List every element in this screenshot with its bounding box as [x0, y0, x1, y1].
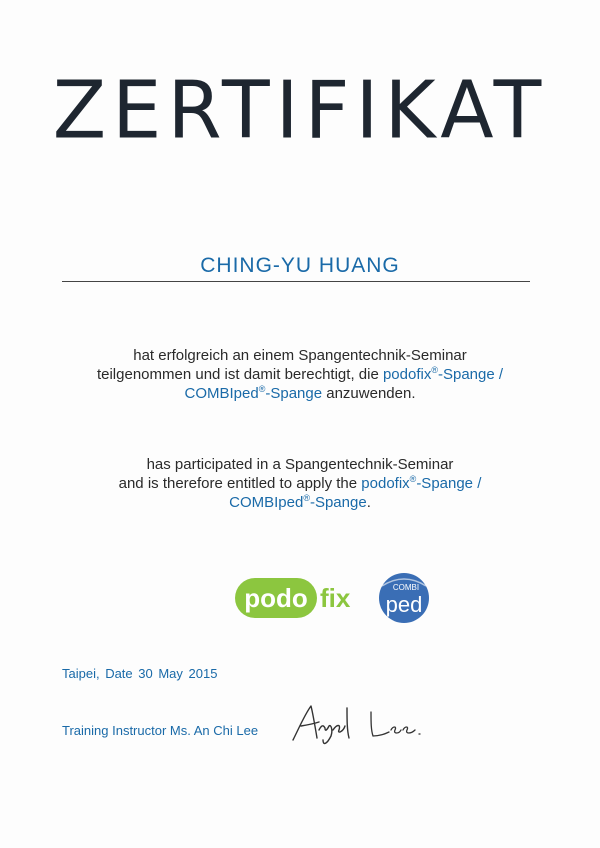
english-brand-podofix: podofix®-Spange / — [361, 474, 482, 492]
german-line-3: anzuwenden. — [322, 385, 416, 402]
english-line-1: has participated in a Spangentechnik-Seminar — [146, 456, 454, 473]
podofix-logo — [233, 574, 357, 622]
recipient-name: CHING-YU HUANG — [200, 254, 400, 277]
english-brand-combiped: COMBIped®-Spange — [229, 493, 367, 511]
english-line-2: and is therefore entitled to apply the — [118, 475, 362, 492]
combiped-logo — [368, 568, 440, 624]
name-underline — [62, 281, 530, 282]
german-line-2: teilgenommen und ist damit berechtigt, die — [96, 366, 383, 383]
brand-logos — [0, 568, 600, 628]
podofix-logo-text-b: fix — [320, 583, 351, 613]
combiped-logo-big-text: ped — [385, 592, 423, 617]
german-brand-podofix: podofix®-Spange / — [382, 365, 504, 383]
instructor-line: Training Instructor Ms. An Chi Lee — [62, 723, 259, 738]
date-line: Taipei, Date 30 May 2015 — [62, 666, 218, 681]
english-statement — [40, 455, 560, 512]
german-line-1: hat erfolgreich an einem Spangentechnik-Seminar — [133, 347, 467, 364]
german-statement — [40, 346, 560, 403]
signature — [287, 700, 427, 750]
podofix-logo-text-a: podo — [244, 583, 308, 613]
combiped-logo-small-text: COMBI — [392, 583, 420, 592]
certificate-title: ZERTIFIKAT — [52, 65, 548, 157]
english-line-3: . — [366, 494, 371, 511]
german-brand-combiped: COMBIped®-Spange — [184, 384, 323, 402]
